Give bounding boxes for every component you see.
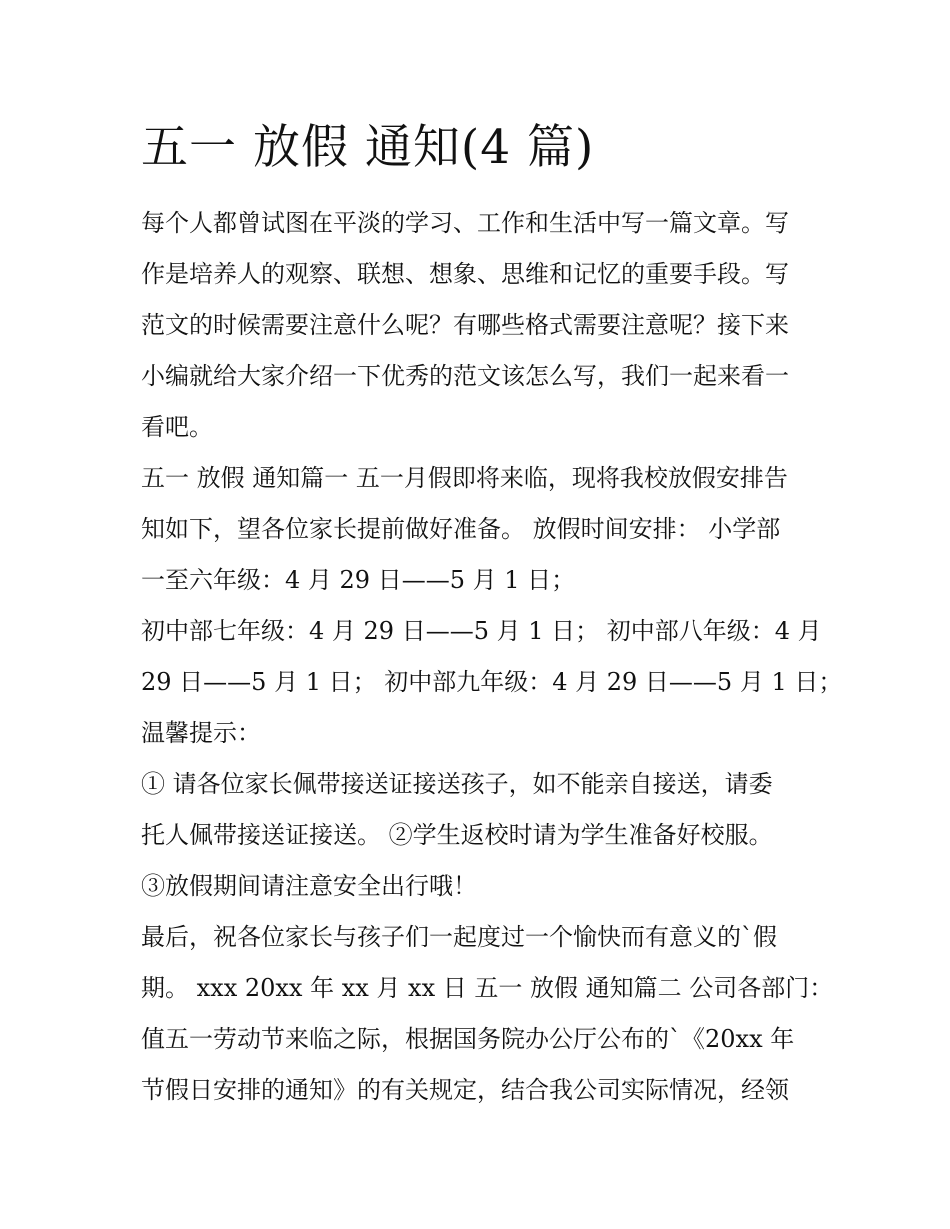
paragraph-line: 每个人都曾试图在平淡的学习、工作和生活中写一篇文章。写 [141, 209, 789, 237]
paragraph-line: 最后，祝各位家长与孩子们一起度过一个愉快而有意义的`假 [141, 923, 777, 951]
paragraph-line: 29 日——5 月 1 日； 初中部九年级：4 月 29 日——5 月 1 日； [141, 668, 843, 696]
paragraph-line: 节假日安排的通知》的有关规定，结合我公司实际情况，经领 [141, 1076, 789, 1104]
paragraph-line: 托人佩带接送证接送。 ②学生返校时请为学生准备好校服。 [141, 821, 773, 849]
paragraph-line: 期。 xxx 20xx 年 xx 月 xx 日 五一 放假 通知篇二 公司各部门： [141, 974, 834, 1002]
paragraph-line: 范文的时候需要注意什么呢？有哪些格式需要注意呢？接下来 [141, 311, 789, 339]
paragraph-line: 五一 放假 通知篇一 五一月假即将来临，现将我校放假安排告 [141, 464, 788, 492]
paragraph-line: 一至六年级：4 月 29 日——5 月 1 日； [141, 566, 576, 594]
document-title: 五一 放假 通知(4 篇) [141, 120, 595, 175]
paragraph-line: ③放假期间请注意安全出行哦！ [141, 872, 477, 900]
paragraph-line: 看吧。 [141, 413, 213, 441]
paragraph-line: 初中部七年级：4 月 29 日——5 月 1 日； 初中部八年级：4 月 [141, 617, 822, 645]
paragraph-line: 温馨提示： [141, 719, 261, 747]
paragraph-line: 知如下，望各位家长提前做好准备。 放假时间安排： 小学部 [141, 515, 781, 543]
paragraph-line: 作是培养人的观察、联想、想象、思维和记忆的重要手段。写 [141, 260, 789, 288]
paragraph-line: 值五一劳动节来临之际，根据国务院办公厅公布的`《20xx 年 [141, 1025, 795, 1053]
paragraph-line: 小编就给大家介绍一下优秀的范文该怎么写，我们一起来看一 [141, 362, 789, 390]
paragraph-line: ① 请各位家长佩带接送证接送孩子，如不能亲自接送，请委 [141, 770, 773, 798]
